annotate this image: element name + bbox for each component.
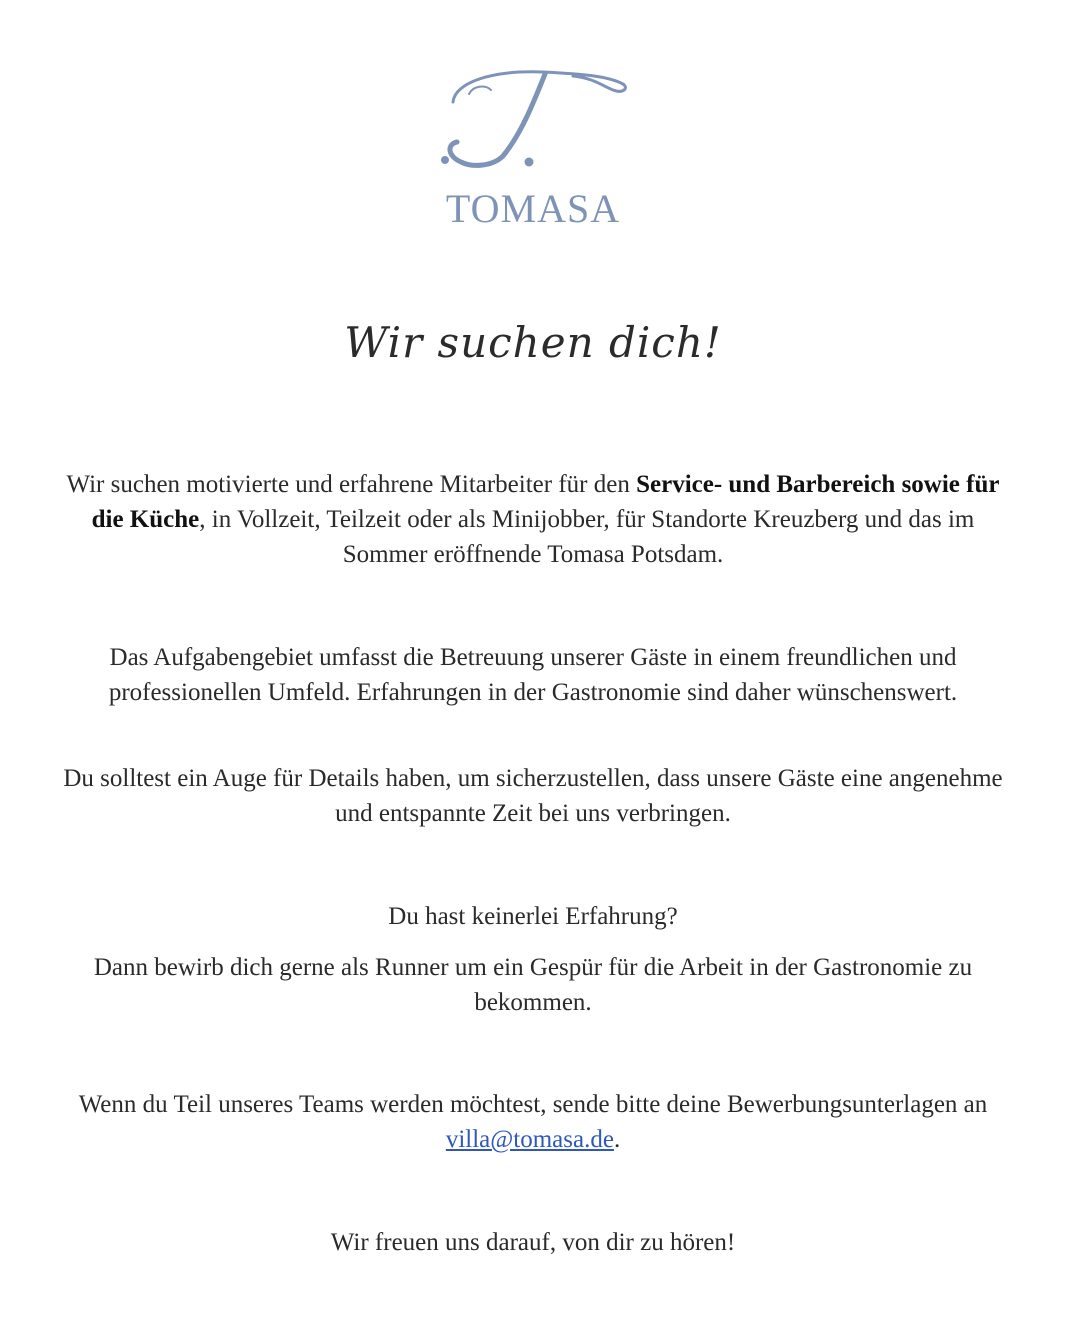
page-title: Wir suchen dich! xyxy=(344,318,722,367)
brand-name: TOMASA xyxy=(445,186,621,231)
apply-text: Wenn du Teil unseres Teams werden möchtest, sende bitte deine Bewerbungsunterlagen an xyxy=(78,1091,988,1118)
intro-text-2: , in Vollzeit, Teilzeit oder als Minijobber, für Standorte Kreuzberg und das im Sommer eröffnende Tomasa Potsdam. xyxy=(199,506,975,568)
duties-paragraph: Das Aufgabengebiet umfasst die Betreuung unserer Gäste in einem freundlichen und professionellen Umfeld. Erfahrungen in der Gastronomie sind daher wünschenswert. xyxy=(108,644,958,706)
closing-paragraph: Wir freuen uns darauf, von dir zu hören! xyxy=(330,1229,736,1256)
apply-suffix: . xyxy=(613,1126,621,1153)
tomasa-monogram-icon xyxy=(433,64,633,174)
no-experience-question: Du hast keinerlei Erfahrung? xyxy=(388,903,678,930)
intro-paragraph xyxy=(60,467,1006,572)
intro-bold-roles: Service- und Barbereich sowie für die Küche xyxy=(91,471,1000,533)
details-paragraph: Du solltest ein Auge für Details haben, um sicherzustellen, dass unsere Gäste eine angenehme und entspannte Zeit bei uns verbringen. xyxy=(63,765,1003,827)
runner-paragraph: Dann bewirb dich gerne als Runner um ein Gespür für die Arbeit in der Gastronomie zu bekommen. xyxy=(93,954,973,1016)
email-link[interactable]: villa@tomasa.de xyxy=(445,1126,614,1153)
intro-text-1: Wir suchen motivierte und erfahrene Mitarbeiter für den xyxy=(66,471,637,498)
apply-paragraph xyxy=(60,1087,1006,1157)
logo xyxy=(0,58,1066,238)
